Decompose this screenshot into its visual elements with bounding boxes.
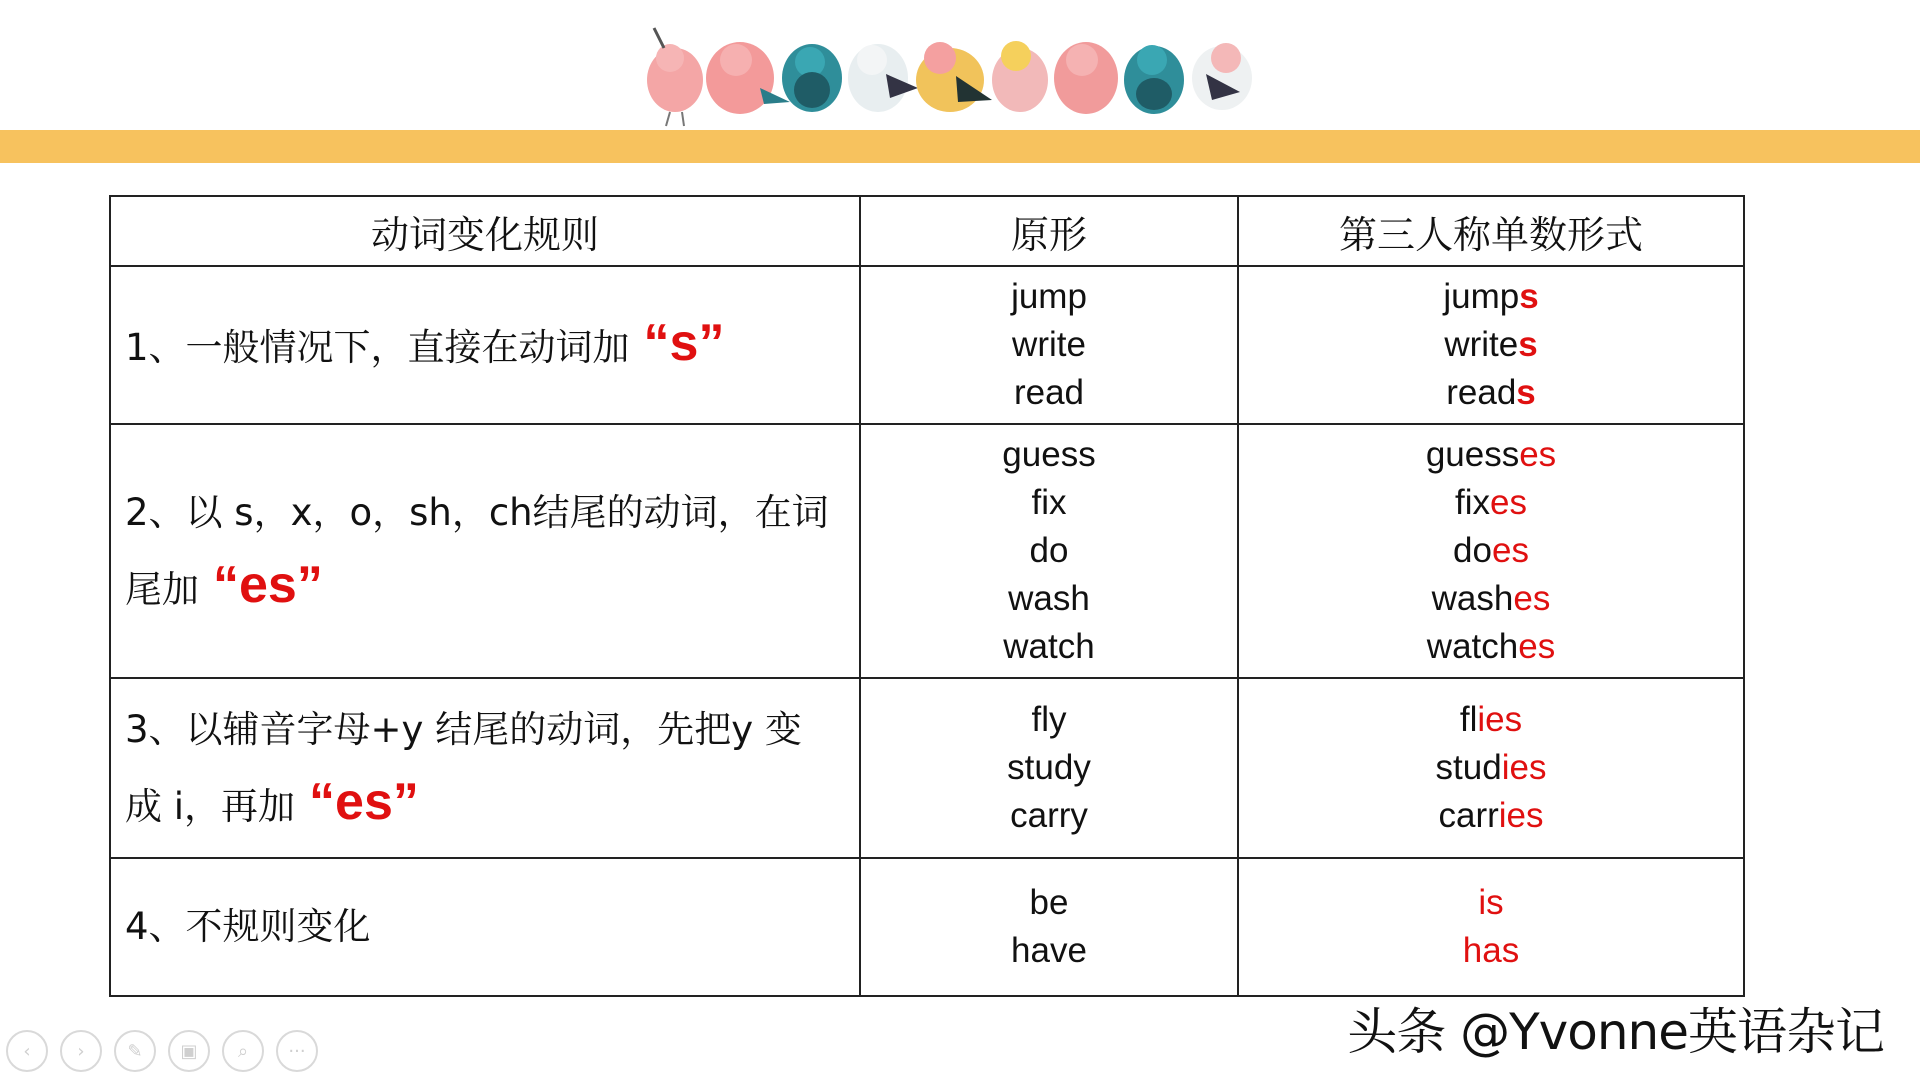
column-header-third-person: 第三人称单数形式 [1238, 196, 1744, 266]
word-suffix: s [1519, 277, 1539, 316]
slideshow-nav-bar [6, 1030, 318, 1074]
word-stem: read [1446, 373, 1517, 412]
zoom-icon[interactable]: ⌕ [222, 1030, 264, 1072]
rule-text: 成 i，再加 [125, 784, 296, 828]
base-word: have [1011, 931, 1087, 970]
bird-icon [848, 44, 918, 112]
base-word: study [1007, 748, 1091, 787]
next-icon[interactable]: › [60, 1030, 102, 1072]
table-row [110, 858, 1744, 996]
rule-suffix-quote: “es” [213, 555, 323, 614]
more-icon[interactable]: ··· [276, 1030, 318, 1072]
base-word: read [1013, 373, 1085, 412]
word-stem: stud [1435, 748, 1502, 787]
third-person-word [1239, 527, 1743, 575]
base-form-cell [860, 266, 1238, 424]
base-form-cell [860, 858, 1238, 996]
word-stem: do [1453, 531, 1492, 570]
bird-icon [1054, 42, 1118, 114]
rule-text: 3、以辅音字母+y 结尾的动词，先把y 变 [125, 707, 802, 751]
column-header-base: 原形 [860, 196, 1238, 266]
third-person-word [1239, 479, 1743, 527]
base-word: carry [1010, 796, 1088, 835]
table-header-row [110, 196, 1744, 266]
base-word: wash [1008, 579, 1090, 618]
word-suffix: ies [1501, 748, 1547, 787]
base-word: do [1029, 531, 1069, 570]
bird-icon [1192, 43, 1252, 110]
table-row [110, 424, 1744, 678]
table-row [110, 678, 1744, 858]
verb-rules-table [109, 195, 1745, 997]
third-person-cell [1238, 424, 1744, 678]
word-suffix: es [1513, 579, 1551, 618]
word-stem: write [1444, 325, 1519, 364]
base-word: guess [1002, 435, 1096, 474]
word-stem: guess [1425, 435, 1520, 474]
watermark: 头条 @Yvonne英语杂记 [1347, 1003, 1884, 1061]
rule-cell [110, 424, 860, 678]
bird-icon [782, 44, 842, 112]
rule-cell [110, 266, 860, 424]
base-word: be [1029, 883, 1069, 922]
word-suffix: ies [1498, 796, 1544, 835]
rule-cell [110, 858, 860, 996]
bird-icon [992, 41, 1048, 112]
base-word: fix [1031, 483, 1067, 522]
third-person-word [1239, 273, 1743, 321]
word-suffix: s [1516, 373, 1536, 412]
word-suffix: es [1490, 483, 1527, 522]
word-stem: wash [1431, 579, 1514, 618]
third-person-word [1239, 744, 1743, 792]
bird-icon [706, 42, 790, 114]
base-form-cell [860, 424, 1238, 678]
word-stem: watch [1426, 627, 1519, 666]
third-person-word [1239, 696, 1743, 744]
third-person-word [1239, 369, 1743, 417]
word-suffix: es [1518, 627, 1556, 666]
word-suffix: is [1478, 883, 1504, 922]
pen-icon[interactable]: ✎ [114, 1030, 156, 1072]
word-stem: fl [1459, 700, 1478, 739]
third-person-word [1239, 623, 1743, 671]
third-person-cell [1238, 266, 1744, 424]
column-header-rule: 动词变化规则 [110, 196, 860, 266]
rule-text: 4、不规则变化 [125, 905, 371, 948]
third-person-cell [1238, 858, 1744, 996]
word-suffix: has [1462, 931, 1520, 970]
third-person-word [1239, 792, 1743, 840]
word-suffix: ies [1477, 700, 1523, 739]
word-stem: fix [1455, 483, 1491, 522]
word-stem: jump [1443, 277, 1520, 316]
word-suffix: es [1519, 435, 1557, 474]
base-word: jump [1011, 277, 1087, 316]
rule-cell [110, 678, 860, 858]
slides-icon[interactable]: ▣ [168, 1030, 210, 1072]
third-person-word [1239, 879, 1743, 927]
bird-icon [1124, 45, 1184, 114]
base-form-cell [860, 678, 1238, 858]
rule-suffix-quote: “s” [643, 313, 725, 372]
third-person-word [1239, 431, 1743, 479]
bird-icon [916, 42, 992, 112]
word-suffix: es [1491, 531, 1529, 570]
rule-text: 2、以 s，x，o，sh，ch结尾的动词，在词 [125, 490, 829, 534]
word-suffix: s [1518, 325, 1538, 364]
previous-icon[interactable]: ‹ [6, 1030, 48, 1072]
word-stem: carr [1438, 796, 1499, 835]
base-word: write [1012, 325, 1086, 364]
third-person-word [1239, 575, 1743, 623]
base-word: watch [1003, 627, 1095, 666]
base-word: fly [1031, 700, 1067, 739]
birds-illustration [640, 18, 1280, 130]
table-row [110, 266, 1744, 424]
third-person-word [1239, 321, 1743, 369]
rule-text: 1、一般情况下，直接在动词加 [125, 325, 630, 369]
rule-text: 尾加 [125, 567, 199, 611]
accent-band [0, 130, 1920, 163]
third-person-word [1239, 927, 1743, 975]
bird-icon [647, 28, 703, 126]
rule-suffix-quote: “es” [309, 772, 419, 831]
third-person-cell [1238, 678, 1744, 858]
